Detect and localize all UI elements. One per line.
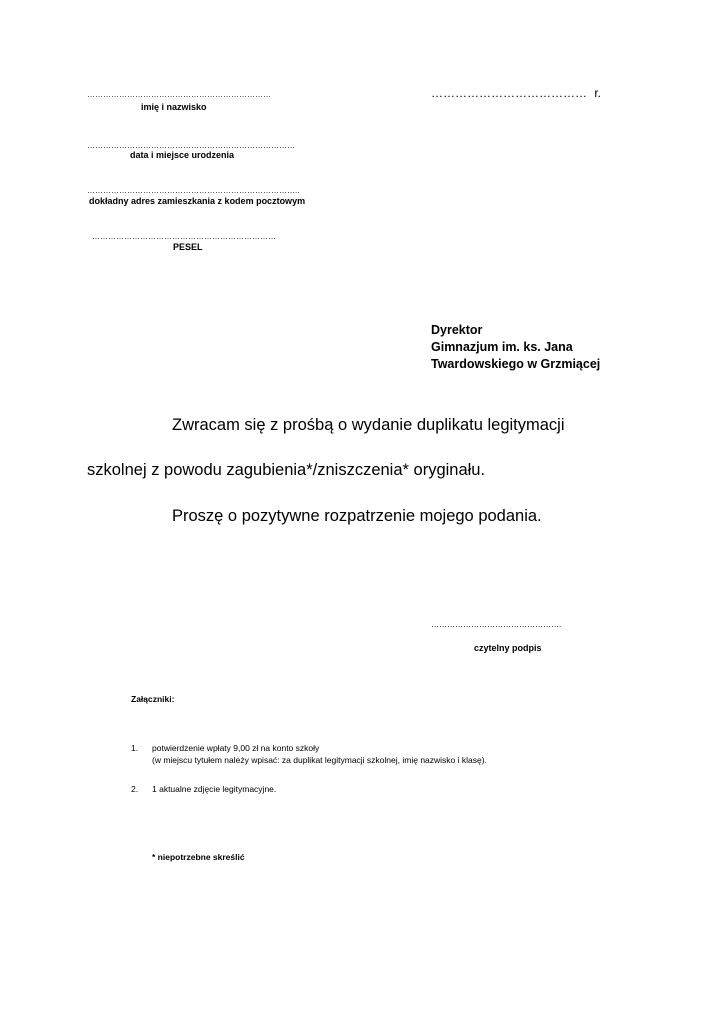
pesel-label: PESEL [173,242,203,252]
birth-dotted-line: …………………………………………………………………… [87,141,295,150]
attachment-2-line-1: 1 aktualne zdjęcie legitymacyjne. [152,784,277,794]
name-dotted-line: …………………………………………………………… [87,90,271,99]
address-dotted-line: …………………………………………………………………….. [87,186,300,195]
signature-dotted-line: …………………………………………. [431,620,562,629]
date-suffix: r. [594,86,602,100]
body-paragraph-1-line-2: szkolnej z powodu zagubienia*/zniszczenia* oryginału. [87,461,486,479]
body-paragraph-1-line-1: Zwracam się z prośbą o wydanie duplikatu legitymacji [172,416,565,434]
body-paragraph-2: Proszę o pozytywne rozpatrzenie mojego podania. [172,507,542,525]
signature-label: czytelny podpis [474,643,542,653]
addressee-line-2: Gimnazjum im. ks. Jana [431,340,573,354]
footnote: * niepotrzebne skreślić [152,852,245,862]
pesel-dotted-line: …………………………………………………………… [92,232,276,241]
attachment-1-line-1: potwierdzenie wpłaty 9,00 zł na konto szkoły [152,743,320,753]
attachment-2-number: 2. [131,784,139,794]
name-label: imię i nazwisko [141,102,207,112]
addressee-line-3: Twardowskiego w Grzmiącej [431,357,601,371]
address-label: dokładny adres zamieszkania z kodem pocztowym [89,196,306,206]
date-line [431,86,601,100]
addressee-block [431,322,600,373]
addressee-line-1: Dyrektor [431,323,483,337]
birth-label: data i miejsce urodzenia [130,150,235,160]
attachment-1-number: 1. [131,743,139,753]
attachments-heading: Załączniki: [131,694,175,704]
attachment-1-line-2: (w miejscu tytułem należy wpisać: za duplikat legitymacji szkolnej, imię nazwisko i klasę). [152,755,487,765]
date-dotted-line: ………………………………… [431,86,587,100]
